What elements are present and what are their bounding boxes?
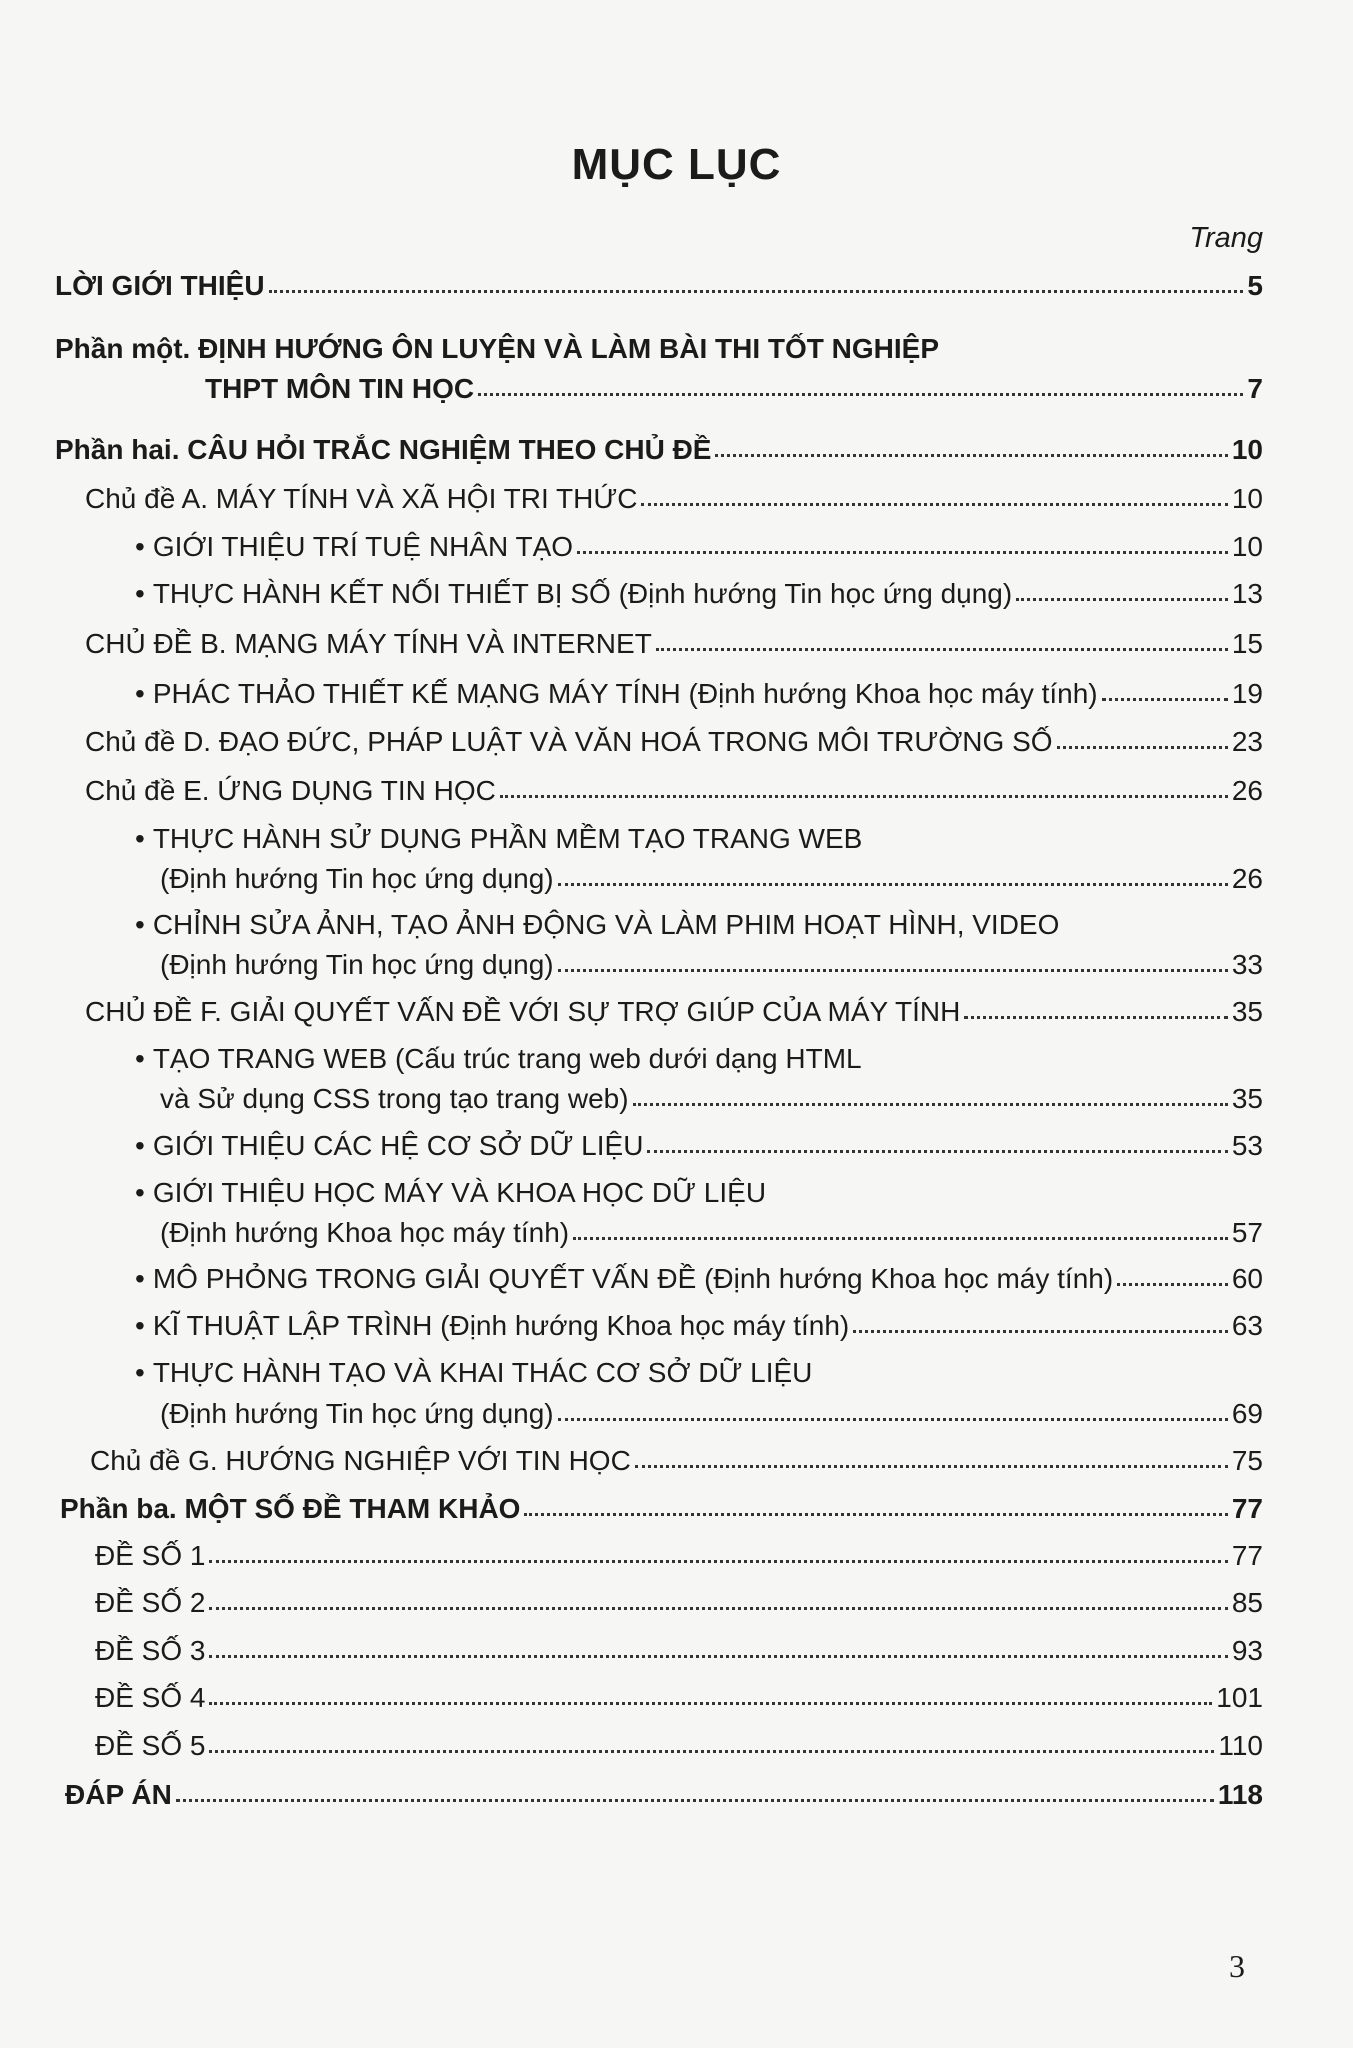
toc-entry-page: 77: [1231, 1493, 1263, 1524]
dot-leader: [577, 551, 1228, 554]
dot-leader: [647, 1150, 1227, 1153]
bullet-icon: •: [135, 1177, 145, 1208]
bullet-icon: •: [135, 1043, 145, 1074]
toc-entry-label: CHỦ ĐỀ F. GIẢI QUYẾT VẤN ĐỀ VỚI SỰ TRỢ GIÚP CỦA MÁY TÍNH: [85, 996, 961, 1027]
toc-entry-page: 35: [1231, 1083, 1263, 1114]
toc-entry-first-line: [135, 901, 1059, 941]
toc-entry-page: 15: [1231, 628, 1263, 659]
toc-entry-first-line: [135, 815, 862, 855]
page-column-label: Trang: [1189, 222, 1263, 254]
toc-entry: [95, 1627, 1263, 1667]
toc-entry-page: 69: [1231, 1398, 1263, 1429]
dot-leader: [1016, 598, 1228, 601]
toc-entry: [135, 1122, 1263, 1162]
toc-entry-first-line: [135, 1169, 766, 1209]
dot-leader: [209, 1607, 1227, 1610]
toc-entry-page: 5: [1247, 270, 1263, 301]
toc-entry-label: Chủ đề E. ỨNG DỤNG TIN HỌC: [85, 775, 496, 806]
dot-leader: [209, 1750, 1214, 1753]
dot-leader: [209, 1655, 1227, 1658]
toc-entry: [205, 365, 1263, 405]
dot-leader: [964, 1016, 1228, 1019]
dot-leader: [176, 1799, 1214, 1802]
dot-leader: [1117, 1283, 1228, 1286]
dot-leader: [641, 503, 1227, 506]
toc-entry-first-line: [135, 1349, 812, 1389]
bullet-icon: •: [135, 1310, 145, 1341]
toc-entry: [160, 1209, 1263, 1249]
toc-entry: [90, 1437, 1263, 1477]
toc-entry-label: PHÁC THẢO THIẾT KẾ MẠNG MÁY TÍNH (Định hướng Khoa học máy tính): [152, 678, 1098, 709]
toc-entry-page: 19: [1231, 678, 1263, 709]
toc-entry-label: (Định hướng Khoa học máy tính): [160, 1217, 570, 1248]
toc-entry-page: 93: [1231, 1635, 1263, 1666]
toc-entry-first-line: [135, 1035, 862, 1075]
toc-entry: [85, 767, 1263, 807]
toc-entry: [135, 1255, 1263, 1295]
toc-entry: [135, 670, 1263, 710]
dot-leader: [1057, 746, 1228, 749]
dot-leader: [573, 1237, 1228, 1240]
toc-entry-page: 57: [1231, 1217, 1263, 1248]
bullet-icon: •: [135, 678, 145, 709]
dot-leader: [269, 290, 1244, 293]
toc-entry-label-line1: TẠO TRANG WEB (Cấu trúc trang web dưới dạng HTML: [152, 1043, 862, 1074]
toc-entry: [160, 1390, 1263, 1430]
toc-entry-label: THPT MÔN TIN HỌC: [205, 373, 475, 404]
bullet-icon: •: [135, 578, 145, 609]
dot-leader: [209, 1702, 1212, 1705]
toc-entry-label-line1: THỰC HÀNH SỬ DỤNG PHẦN MỀM TẠO TRANG WEB: [152, 823, 863, 854]
toc-entry: [135, 1302, 1263, 1342]
dot-leader: [1102, 698, 1228, 701]
toc-entry-label: CHỦ ĐỀ B. MẠNG MÁY TÍNH VÀ INTERNET: [85, 628, 652, 659]
dot-leader: [478, 393, 1243, 396]
toc-entry-first-line: Phần một. ĐỊNH HƯỚNG ÔN LUYỆN VÀ LÀM BÀI THI TỐT NGHIỆP: [55, 333, 940, 364]
toc-entry-label: ĐỀ SỐ 4: [95, 1682, 206, 1713]
toc-entry: [95, 1722, 1263, 1762]
page-title: MỤC LỤC: [571, 140, 782, 189]
dot-leader: [524, 1513, 1227, 1516]
dot-leader: [715, 454, 1227, 457]
toc-entry-label: Chủ đề D. ĐẠO ĐỨC, PHÁP LUẬT VÀ VĂN HOÁ TRONG MÔI TRƯỜNG SỐ: [85, 726, 1053, 757]
toc-entry-label: (Định hướng Tin học ứng dụng): [160, 949, 554, 980]
toc-entry-page: 10: [1231, 434, 1263, 465]
toc-entry: [160, 941, 1263, 981]
toc-entry-page: 110: [1218, 1730, 1263, 1761]
toc-entry-page: 101: [1216, 1682, 1263, 1713]
dot-leader: [558, 969, 1228, 972]
dot-leader: [209, 1560, 1227, 1563]
toc-entry-label: GIỚI THIỆU TRÍ TUỆ NHÂN TẠO: [152, 531, 574, 562]
toc-entry: [135, 523, 1263, 563]
toc-entry-label: GIỚI THIỆU CÁC HỆ CƠ SỞ DỮ LIỆU: [152, 1130, 644, 1161]
toc-entry-label: ĐỀ SỐ 2: [95, 1587, 206, 1618]
bullet-icon: •: [135, 1130, 145, 1161]
bullet-icon: •: [135, 531, 145, 562]
dot-leader: [558, 883, 1228, 886]
toc-entry-label: THỰC HÀNH KẾT NỐI THIẾT BỊ SỐ (Định hướng Tin học ứng dụng): [152, 578, 1013, 609]
toc-entry-page: 63: [1231, 1310, 1263, 1341]
toc-entry: [160, 1075, 1263, 1115]
toc-entry-page: 35: [1231, 996, 1263, 1027]
dot-leader: [558, 1418, 1228, 1421]
toc-entry-label: MÔ PHỎNG TRONG GIẢI QUYẾT VẤN ĐỀ (Định hướng Khoa học máy tính): [152, 1263, 1114, 1294]
toc-entry: [95, 1674, 1263, 1714]
toc-entry-page: 10: [1231, 483, 1263, 514]
toc-entry: [55, 426, 1263, 466]
toc-entry: [135, 570, 1263, 610]
toc-entry-label: Phần hai. CÂU HỎI TRẮC NGHIỆM THEO CHỦ ĐỀ: [55, 434, 712, 465]
toc-entry-label: KĨ THUẬT LẬP TRÌNH (Định hướng Khoa học máy tính): [152, 1310, 850, 1341]
bullet-icon: •: [135, 1357, 145, 1388]
toc-entry: [55, 262, 1263, 302]
toc-entry-page: 7: [1247, 373, 1263, 404]
toc-entry-label-line1: CHỈNH SỬA ẢNH, TẠO ẢNH ĐỘNG VÀ LÀM PHIM HOẠT HÌNH, VIDEO: [152, 909, 1060, 940]
toc-entry-page: 60: [1231, 1263, 1263, 1294]
toc-entry-label: Phần ba. MỘT SỐ ĐỀ THAM KHẢO: [60, 1493, 521, 1524]
toc-entry-label: ĐỀ SỐ 1: [95, 1540, 206, 1571]
toc-entry-page: 13: [1231, 578, 1263, 609]
toc-entry-page: 118: [1217, 1779, 1263, 1810]
toc-entry-label: Chủ đề G. HƯỚNG NGHIỆP VỚI TIN HỌC: [90, 1445, 631, 1476]
dot-leader: [853, 1330, 1228, 1333]
toc-entry: [65, 1771, 1263, 1811]
toc-entry: [160, 855, 1263, 895]
toc-entry-page: 26: [1231, 863, 1263, 894]
toc-entry-label-line1: THỰC HÀNH TẠO VÀ KHAI THÁC CƠ SỞ DỮ LIỆU: [152, 1357, 813, 1388]
dot-leader: [656, 648, 1228, 651]
toc-entry: [85, 620, 1263, 660]
bullet-icon: •: [135, 909, 145, 940]
toc-entry-label: ĐỀ SỐ 3: [95, 1635, 206, 1666]
dot-leader: [633, 1103, 1228, 1106]
toc-entry-page: 53: [1231, 1130, 1263, 1161]
toc-entry: [85, 988, 1263, 1028]
toc-entry-page: 85: [1231, 1587, 1263, 1618]
toc-entry: [85, 475, 1263, 515]
bullet-icon: •: [135, 1263, 145, 1294]
toc-entry: [85, 718, 1263, 758]
toc-entry-label: (Định hướng Tin học ứng dụng): [160, 863, 554, 894]
toc-entry-label: ĐÁP ÁN: [65, 1779, 172, 1810]
toc-entry-label: LỜI GIỚI THIỆU: [55, 270, 265, 301]
toc-entry-page: 26: [1231, 775, 1263, 806]
toc-entry: [60, 1485, 1263, 1525]
toc-entry-page: 23: [1231, 726, 1263, 757]
toc-entry-page: 33: [1231, 949, 1263, 980]
bullet-icon: •: [135, 823, 145, 854]
toc-entry-page: 75: [1231, 1445, 1263, 1476]
toc-entry-label-line1: GIỚI THIỆU HỌC MÁY VÀ KHOA HỌC DỮ LIỆU: [152, 1177, 767, 1208]
toc-entry-label: (Định hướng Tin học ứng dụng): [160, 1398, 554, 1429]
dot-leader: [635, 1465, 1228, 1468]
toc-entry-label: ĐỀ SỐ 5: [95, 1730, 206, 1761]
toc-entry-label: và Sử dụng CSS trong tạo trang web): [160, 1083, 629, 1114]
toc-entry: [95, 1532, 1263, 1572]
toc-entry: [95, 1579, 1263, 1619]
toc-entry-label: Chủ đề A. MÁY TÍNH VÀ XÃ HỘI TRI THỨC: [85, 483, 638, 514]
dot-leader: [500, 795, 1228, 798]
toc-entry-page: 77: [1231, 1540, 1263, 1571]
toc-entry-page: 10: [1231, 531, 1263, 562]
page-number: 3: [1229, 1948, 1245, 1984]
